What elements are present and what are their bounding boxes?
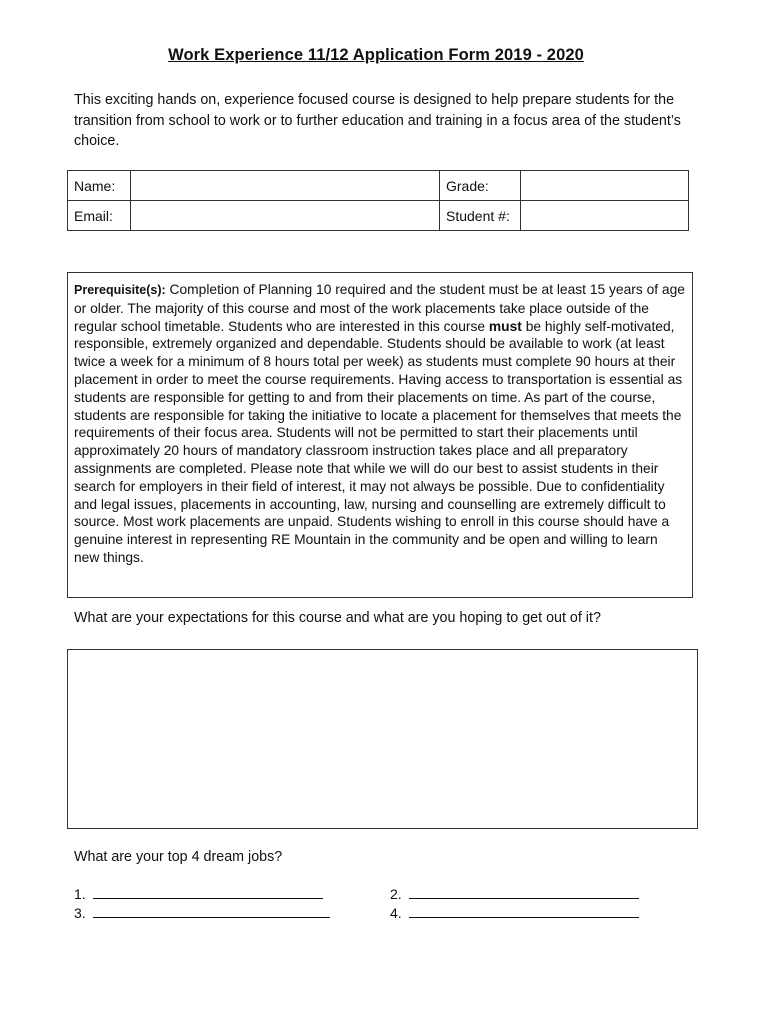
prerequisite-text-part1: Completion of Planning 10 required and the student must be at least 15 years of age or older. The majority of this course and most of the work placements take place outside of the regular school timetable. Students who are interested in this course [74,282,685,334]
student-info-table [67,170,689,231]
prerequisite-label: Prerequisite(s): [74,283,166,297]
dream-job-line-2[interactable] [409,886,639,899]
name-label: Name: [68,171,131,201]
expectations-answer-box[interactable] [67,649,698,829]
email-field[interactable] [131,201,440,231]
dream-jobs-question: What are your top 4 dream jobs? [74,849,283,865]
grade-field[interactable] [521,171,689,201]
prerequisite-box [67,272,693,598]
dream-job-number: 2. [390,886,402,902]
table-row [68,201,689,231]
name-field[interactable] [131,171,440,201]
student-number-label: Student #: [440,201,521,231]
prerequisite-text-part2: be highly self-motivated, responsible, extremely organized and dependable. Students should be available to work (at least twice a week for a minimum of 8 hours total per week) as students must complete 90 hours at their placement in order to meet the course requirements. Having access to transportation is essential as students are responsible for getting to and from their placements on time. As part of the course, students are responsible for taking the initiative to locate a placement for themselves that meets the requirements of their focus area. Students will not be permitted to start their placements until approximately 20 hours of mandatory classroom instruction takes place and all preparatory assignments are completed. Please note that while we will do our best to assist students in their search for employers in their field of interest, it may not always be possible. Due to confidentiality and legal issues, placements in accounting, law, nursing and counselling are extremely difficult to source. Most work placements are unpaid. Students wishing to enroll in this course should have a genuine interest in representing RE Mountain in the community and be open and willing to learn new things. [74,318,683,565]
grade-label: Grade: [440,171,521,201]
email-label: Email: [68,201,131,231]
form-title: Work Experience 11/12 Application Form 2019 - 2020 [168,46,584,64]
dream-job-3 [74,905,330,921]
dream-job-2 [390,886,639,902]
dream-job-line-3[interactable] [93,905,330,918]
dream-job-line-1[interactable] [93,886,323,899]
intro-paragraph: This exciting hands on, experience focused course is designed to help prepare students for the transition from school to work or to further education and training in a focus area of the student’s choice. [74,92,681,149]
table-row [68,171,689,201]
dream-job-line-4[interactable] [409,905,639,918]
dream-job-number: 1. [74,886,86,902]
expectations-question: What are your expectations for this course and what are you hoping to get out of it? [74,610,601,626]
prerequisite-emphasis: must [488,318,522,334]
dream-job-number: 3. [74,905,86,921]
dream-job-number: 4. [390,905,402,921]
dream-job-4 [390,905,639,921]
dream-job-1 [74,886,323,902]
student-number-field[interactable] [521,201,689,231]
